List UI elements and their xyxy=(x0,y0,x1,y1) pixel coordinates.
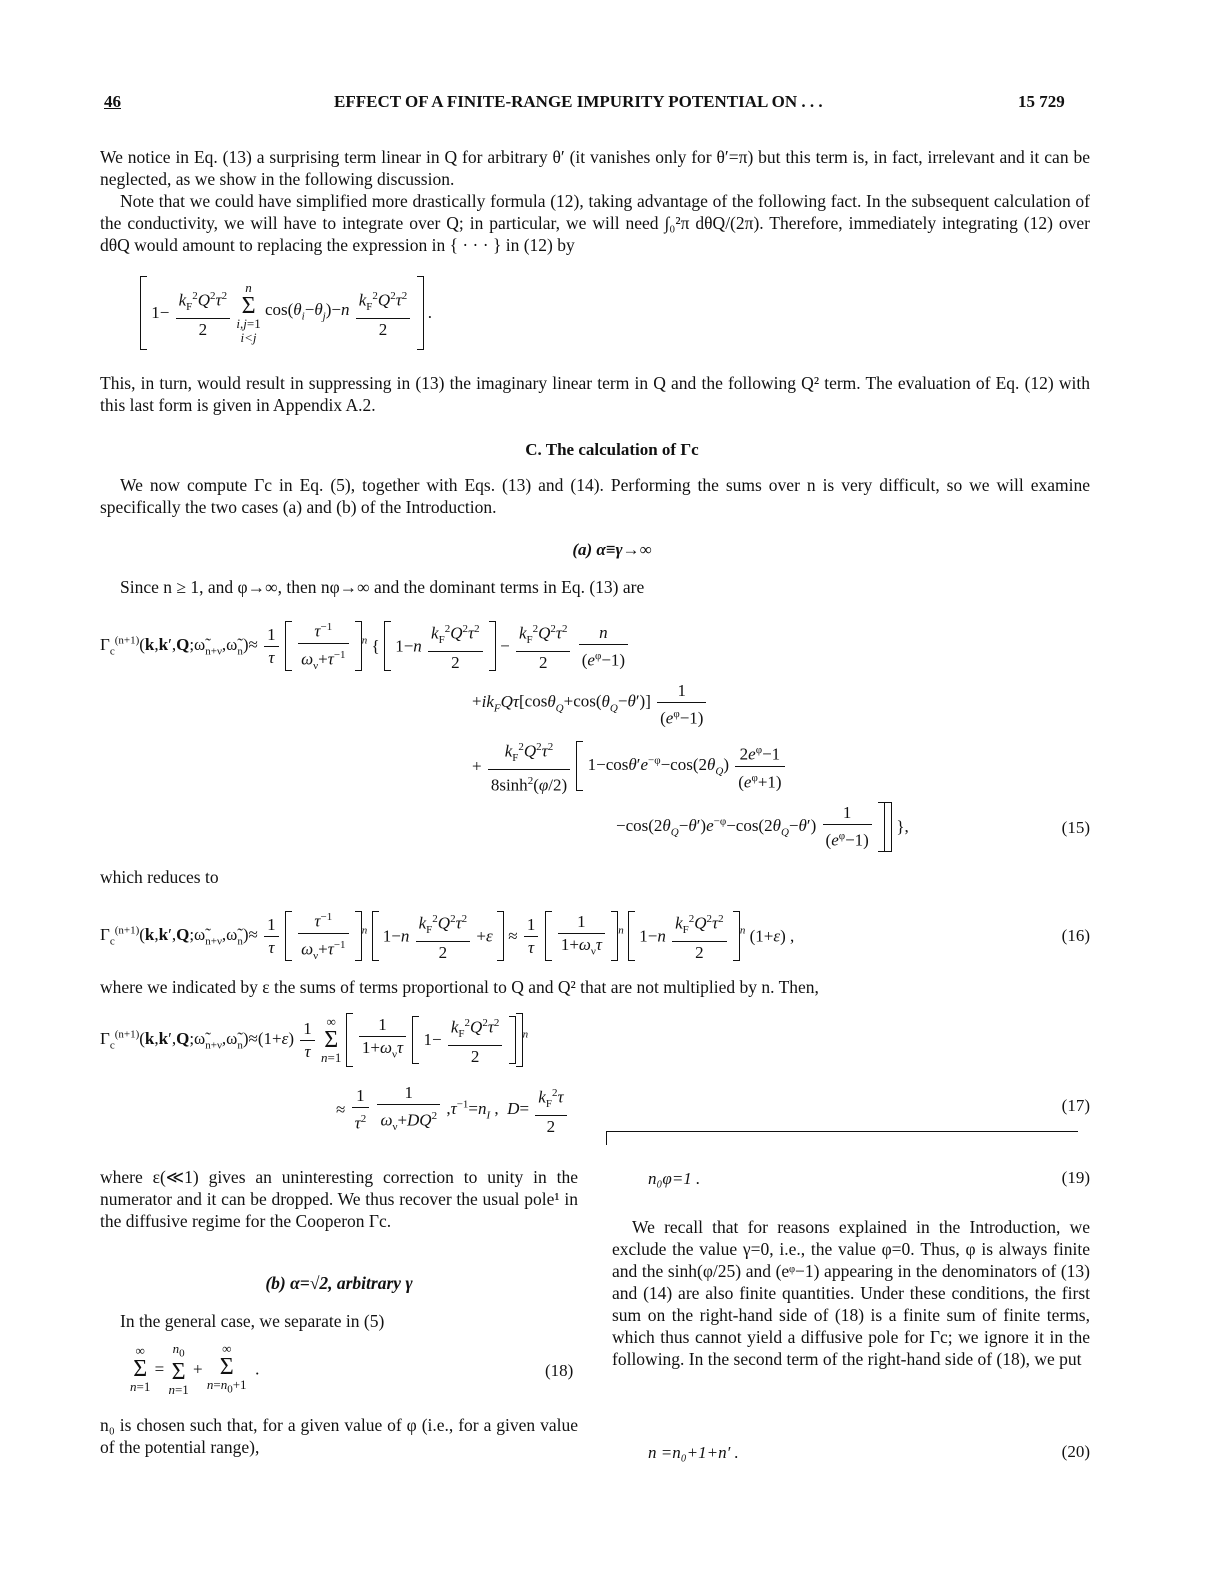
paragraph-2: Note that we could have simplified more drastically formula (12), taking advantage of the following fact. In the subsequent calculation of the conductivity, we will have to integrate over Q; in particular, we will need ∫₀²π dθQ/(2π). Therefore, immediately integrating (12) over dθQ would amount to replacing the expression in { · · · } in (12) by xyxy=(100,191,1090,255)
equation-17-line-2: ≈ $\frac{1}{\tau^2}$ $\frac{1}{\omega_\nu+DQ^2}$ $,\tau^{-1}=n_I$ , D= $\frac{k_F^2\tau}{2}$ xyxy=(336,1082,569,1138)
paragraph-10: We recall that for reasons explained in the Introduction, we exclude the value γ=0, i.e., the value φ=0. Thus, φ is always finite and the sinh(φ/25) and (eᵠ−1) appearing in the denominators of (13) and (14) are also finite quantities. Under these conditions, the first sum on the right-hand side of (18) is a finite sum of finite terms, which thus cannot yield a diffusive pole for Γc; we ignore it in the following. In the second term of the right-hand side of (18), we put xyxy=(612,1217,1090,1369)
equation-15-line-3: + $\frac{k_F^2Q^2\tau^2}{8\sinh^2(\varphi/2)}$ $1-\cos\theta'e^{-\varphi}-\cos(2\theta_Q)$ $\frac{2e^\varphi-1}{(e^\varphi+1)}$ xyxy=(472,736,787,797)
section-heading: C. The calculation of Γc xyxy=(525,440,699,459)
equation-15-number: (15) xyxy=(1061,818,1090,837)
paragraph-6: where we indicated by ε the sums of terms proportional to Q and Q² that are not multiplied by n. Then, xyxy=(100,977,819,997)
equation-19-number: (19) xyxy=(1061,1168,1090,1187)
paragraph-5: Since n ≥ 1, and φ→∞, then nφ→∞ and the dominant terms in Eq. (13) are xyxy=(120,577,645,597)
paragraph-9: n₀ is chosen such that, for a given value of φ (i.e., for a given value of the potential range), xyxy=(100,1415,578,1457)
paragraph-4: We now compute Γc in Eq. (5), together with Eqs. (13) and (14). Performing the sums over n is very difficult, so we will examine specifically the two cases (a) and (b) of the Introduction. xyxy=(100,475,1090,517)
equation-18: ∞ Σ $n=1 = n_0$ Σ n=1 + ∞ Σ $n=n_0+1$ . xyxy=(130,1341,260,1397)
equation-17-line-1: $\Gamma_c^{(n+1)}(k,k',Q;\omegã_{n+\nu},\omegã_n)\approx(1+\varepsilon)$ $\frac{1}{\tau}$ ∞ Σ n=1 $\frac{1}{1+\omega_\nu\tau}$ 1− $\frac{k_F^2Q^2\tau^2}{2}$ $^n$ xyxy=(100,1012,528,1068)
running-title: EFFECT OF A FINITE-RANGE IMPURITY POTENTIAL ON . . . xyxy=(334,92,823,111)
paragraph-7: where ε(≪1) gives an uninteresting correction to unity in the numerator and it can be dropped. We thus recover the usual pole¹ in the diffusive regime for the Cooperon Γc. xyxy=(100,1167,578,1231)
equation-16-number: (16) xyxy=(1061,926,1090,945)
case-a-heading: (a) α≡γ→∞ xyxy=(572,540,652,559)
volume-info: 15 729 xyxy=(1018,92,1065,111)
reduces-text: which reduces to xyxy=(100,867,219,887)
paragraph-8: In the general case, we separate in (5) xyxy=(120,1311,385,1331)
equation-bracket-expression: 1− $\frac{k_F^2Q^2\tau^2}{2}$ n Σ i,j=1 i<j $\cos(\theta_i-\theta_j)-n$ $\frac{k_F^2Q^2\tau^2}{2}$ . xyxy=(140,276,432,350)
equation-20: n =n₀+1+n′ . xyxy=(648,1443,739,1462)
page-number: 46 xyxy=(104,92,121,111)
equation-16: $\Gamma_c^{(n+1)}(k,k',Q;\omegã_{n+\nu},\omegã_n)\approx$ $\frac{1}{\tau}$ $\frac{\tau^{-1}}{\omega_\nu+\tau^{-1}}$ $^n$ 1−n $\frac{k_F^2Q^2\tau^2}{2}$ +ε ≈ $\frac{1}{\tau}$ $\frac{1}{1+\omega_\nu\tau}$ $^n$ 1−n $\frac{k_F^2Q^2\tau^2}{2}$ $^n$ (1+ε) , xyxy=(100,906,794,967)
column-rule xyxy=(606,1131,1078,1132)
case-b-heading: (b) α=√2, arbitrary γ xyxy=(265,1273,413,1293)
equation-17-number: (17) xyxy=(1061,1096,1090,1115)
equation-18-number: (18) xyxy=(545,1361,574,1380)
equation-20-number: (20) xyxy=(1061,1442,1090,1461)
equation-19: n₀φ=1 . xyxy=(648,1169,701,1188)
equation-15-line-1: $\Gamma_c^{(n+1)}(k,k',Q;\omegã_{n+\nu},\omegã_n)\approx$ $\frac{1}{\tau}$ $\frac{\tau^{-1}}{\omega_\nu+\tau^{-1}}$ $^n$ { 1−n $\frac{k_F^2Q^2\tau^2}{2}$ − $\frac{k_F^2Q^2\tau^2}{2}$ $\frac{n}{(e^\varphi-1)}$ xyxy=(100,616,630,677)
equation-15-line-2: $+ik_FQ\tau[\cos\theta_Q+\cos(\theta_Q-\theta')]$ $\frac{1}{(e^\varphi-1)}$ xyxy=(472,680,708,730)
equation-15-line-4: $-\cos(2\theta_Q-\theta')e^{-\varphi}-\cos(2\theta_Q-\theta')$ $\frac{1}{(e^\varphi-1)}$ }, xyxy=(616,802,909,852)
paragraph-3: This, in turn, would result in suppressing in (13) the imaginary linear term in Q and the following Q² term. The evaluation of Eq. (12) with this last form is given in Appendix A.2. xyxy=(100,373,1090,415)
paragraph-1: We notice in Eq. (13) a surprising term linear in Q for arbitrary θ′ (it vanishes only for θ′=π) but this term is, in fact, irrelevant and it can be neglected, as we show in the following discussion. xyxy=(100,147,1090,189)
column-rule-tick xyxy=(606,1131,607,1145)
